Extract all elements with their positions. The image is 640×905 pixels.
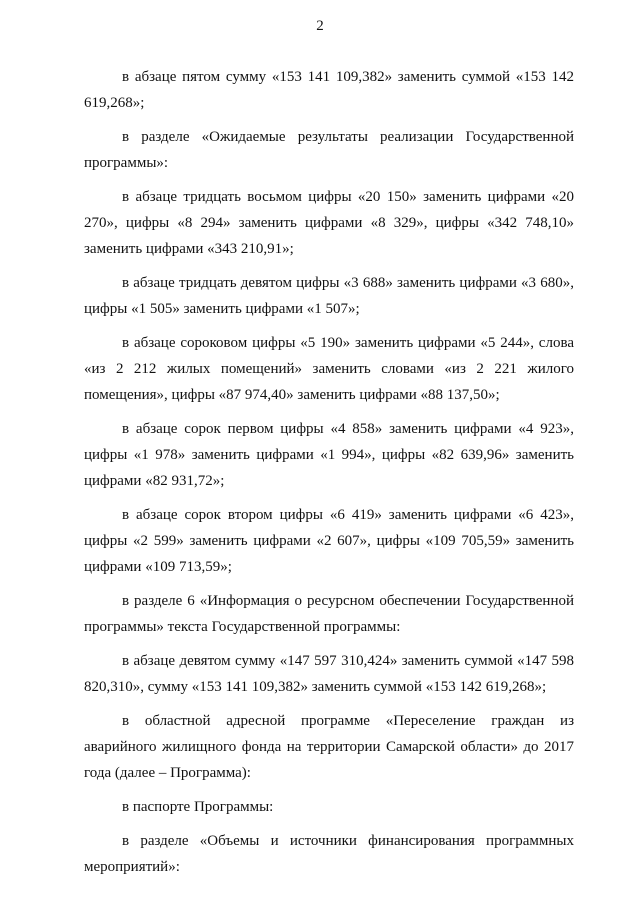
paragraph: в областной адресной программе «Переселение граждан из аварийного жилищного фонда на территории Самарской области» до 2017 года (далее – Программа): [84,713,574,781]
paragraph: в абзаце тридцать восьмом цифры «20 150» заменить цифрами «20 270», цифры «8 294» заменить цифрами «8 329», цифры «342 748,10» заменить цифрами «343 210,91»; [84,189,574,257]
page-number: 2 [316,18,324,34]
paragraph: в абзаце девятом сумму «147 597 310,424» заменить суммой «147 598 820,310», сумму «153 141 109,382» заменить суммой «153 142 619,268»; [84,653,574,695]
paragraph: в абзаце пятом сумму «153 141 109,382» заменить суммой «153 142 619,268»; [84,69,574,111]
paragraph: в разделе 6 «Информация о ресурсном обеспечении Государственной программы» текста Государственной программы: [84,593,574,635]
paragraph: в абзаце тридцать девятом цифры «3 688» заменить цифрами «3 680», цифры «1 505» заменить цифрами «1 507»; [84,275,574,317]
document-body [84,64,574,888]
paragraph: в абзаце сорок первом цифры «4 858» заменить цифрами «4 923», цифры «1 978» заменить цифрами «1 994», цифры «82 639,96» заменить цифрами «82 931,72»; [84,421,574,489]
paragraph: в абзаце сорок втором цифры «6 419» заменить цифрами «6 423», цифры «2 599» заменить цифрами «2 607», цифры «109 705,59» заменить цифрами «109 713,59»; [84,507,574,575]
paragraph: в абзаце сороковом цифры «5 190» заменить цифрами «5 244», слова «из 2 212 жилых помещений» заменить словами «из 2 221 жилого помещения», цифры «87 974,40» заменить цифрами «88 137,50»; [84,335,574,403]
paragraph: в разделе «Объемы и источники финансирования программных мероприятий»: [84,833,574,875]
paragraph: в паспорте Программы: [122,799,274,815]
paragraph: в разделе «Ожидаемые результаты реализации Государственной программы»: [84,129,574,171]
